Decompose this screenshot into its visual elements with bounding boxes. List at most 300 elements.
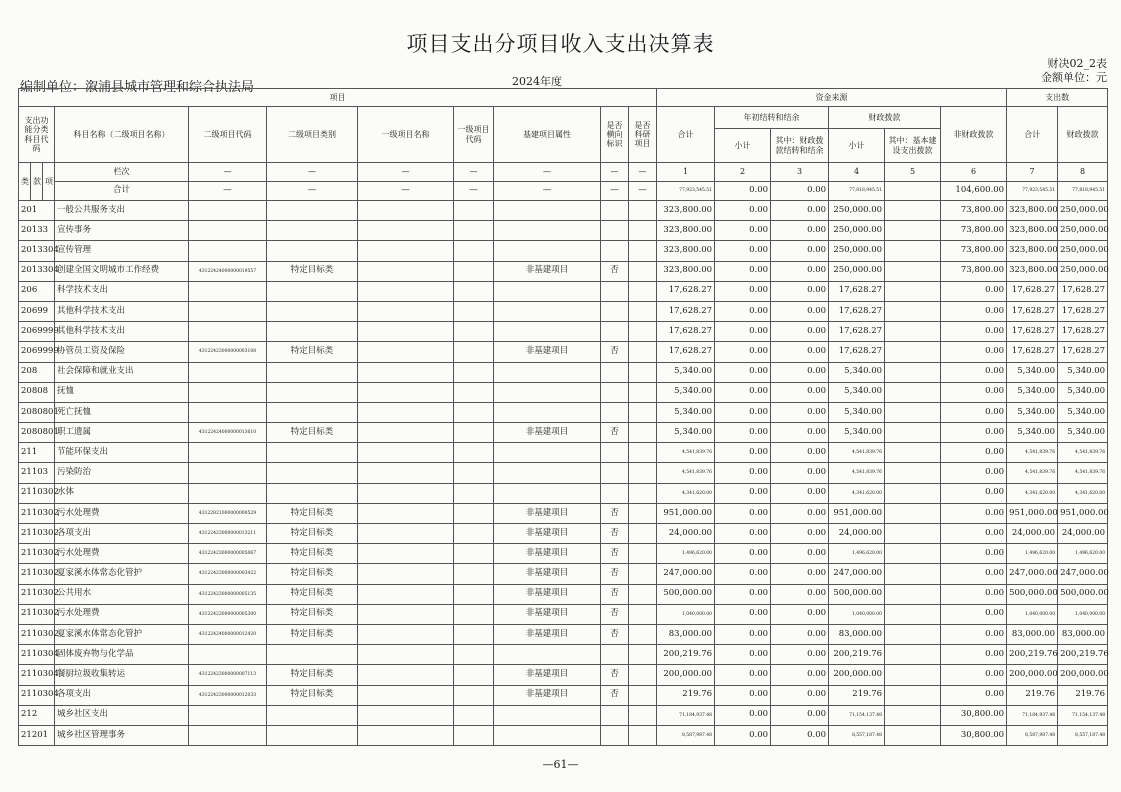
cell-c6: 73,800.00 <box>941 261 1007 281</box>
cell-name: 夏家溪水体常态化管护 <box>55 624 189 644</box>
cell-c6: 73,800.00 <box>941 241 1007 261</box>
cell-empty <box>358 221 454 241</box>
cell-name: 科学技术支出 <box>55 281 189 301</box>
cell-res <box>629 443 657 463</box>
total-header: 合计 <box>657 107 715 163</box>
form-number: 财决02_2表 <box>1047 57 1107 70</box>
cell-attr: 非基建项目 <box>494 685 601 705</box>
cell-code: 20699 <box>19 301 55 321</box>
cell-c5 <box>885 524 941 544</box>
cell-c5 <box>885 423 941 443</box>
cell-res <box>629 241 657 261</box>
cell-attr: 非基建项目 <box>494 624 601 644</box>
cell-c2: 0.00 <box>715 201 771 221</box>
cell-empty <box>454 503 494 523</box>
cell-cross <box>601 322 629 342</box>
cell-res <box>629 524 657 544</box>
cell-res <box>629 301 657 321</box>
cell-c5 <box>885 402 941 422</box>
dash: — <box>358 163 454 182</box>
cell-cat: 特定目标类 <box>267 423 358 443</box>
org-label: 编制单位：溆浦县城市管理和综合执法局 <box>20 80 255 95</box>
cell-code: 212 <box>19 705 55 725</box>
cell-attr <box>494 301 601 321</box>
cell-c2: 0.00 <box>715 241 771 261</box>
table-row <box>19 423 1108 443</box>
cell-c4: 5,340.00 <box>829 362 885 382</box>
cell-c2: 0.00 <box>715 362 771 382</box>
cell-empty <box>454 645 494 665</box>
cell-c5 <box>885 362 941 382</box>
col-number: 5 <box>885 163 941 182</box>
table-row <box>19 564 1108 584</box>
cell-attr <box>494 281 601 301</box>
cell-code: 21201 <box>19 725 55 745</box>
cell-cat <box>267 201 358 221</box>
cell-c8: 71,154,137.48 <box>1058 705 1108 725</box>
cell-c4: 951,000.00 <box>829 503 885 523</box>
cell-c2: 0.00 <box>715 503 771 523</box>
cell-c8: 250,000.00 <box>1058 261 1108 281</box>
cell-empty <box>454 624 494 644</box>
cell-attr: 非基建项目 <box>494 524 601 544</box>
research-flag-header: 是否科研项目 <box>629 107 657 163</box>
cell-cross <box>601 725 629 745</box>
cell-c3: 0.00 <box>771 604 829 624</box>
table-row <box>19 342 1108 362</box>
cell-c1: 5,340.00 <box>657 382 715 402</box>
total-cell: 77,923,545.51 <box>1007 182 1058 201</box>
cell-name: 各项支出 <box>55 685 189 705</box>
cell-cross <box>601 402 629 422</box>
cell-empty <box>454 241 494 261</box>
cell-empty <box>454 281 494 301</box>
cell-code: 2110302 <box>19 584 55 604</box>
cell-name: 社会保障和就业支出 <box>55 362 189 382</box>
nonfiscal-header: 非财政拨款 <box>941 107 1007 163</box>
cell-c3: 0.00 <box>771 362 829 382</box>
cell-c1: 4,541,839.76 <box>657 443 715 463</box>
cell-name: 创建全国文明城市工作经费 <box>55 261 189 281</box>
cell-c5 <box>885 725 941 745</box>
cell-l2code: 43122423000000003422 <box>189 564 267 584</box>
cell-attr: 非基建项目 <box>494 423 601 443</box>
cell-c3: 0.00 <box>771 524 829 544</box>
cell-code: 201 <box>19 201 55 221</box>
cell-c3: 0.00 <box>771 584 829 604</box>
cell-c3: 0.00 <box>771 301 829 321</box>
dash: — <box>494 182 601 201</box>
cell-res <box>629 201 657 221</box>
cell-empty <box>358 544 454 564</box>
cell-l2code: 43122424000000019557 <box>189 261 267 281</box>
cell-c6: 73,800.00 <box>941 201 1007 221</box>
cell-c7: 247,000.00 <box>1007 564 1058 584</box>
cell-empty <box>358 524 454 544</box>
total-cell: 77,818,945.51 <box>829 182 885 201</box>
cell-cat <box>267 281 358 301</box>
l1-name-header: 一级项目名称 <box>358 107 454 163</box>
cell-c5 <box>885 705 941 725</box>
cell-code: 2110302 <box>19 483 55 503</box>
cell-c4: 24,000.00 <box>829 524 885 544</box>
cell-c1: 323,800.00 <box>657 241 715 261</box>
cell-c1: 200,000.00 <box>657 665 715 685</box>
table-row <box>19 685 1108 705</box>
total-cell: 77,923,545.51 <box>657 182 715 201</box>
cell-c1: 500,000.00 <box>657 584 715 604</box>
cell-c1: 71,184,937.48 <box>657 705 715 725</box>
cell-c7: 17,628.27 <box>1007 301 1058 321</box>
cell-c7: 5,340.00 <box>1007 362 1058 382</box>
cell-c4: 200,000.00 <box>829 665 885 685</box>
cell-c3: 0.00 <box>771 463 829 483</box>
cell-cat: 特定目标类 <box>267 342 358 362</box>
dash: — <box>454 182 494 201</box>
cell-c4: 83,000.00 <box>829 624 885 644</box>
cell-code: 2110304 <box>19 685 55 705</box>
cell-c1: 4,341,620.00 <box>657 483 715 503</box>
cell-c3: 0.00 <box>771 322 829 342</box>
cell-c3: 0.00 <box>771 624 829 644</box>
cell-c7: 71,184,937.48 <box>1007 705 1058 725</box>
col-number: 8 <box>1058 163 1108 182</box>
cell-empty <box>358 483 454 503</box>
cell-name: 餐厨垃圾收集转运 <box>55 665 189 685</box>
cell-c6: 0.00 <box>941 463 1007 483</box>
cell-name: 协管员工资及保险 <box>55 342 189 362</box>
cell-res <box>629 544 657 564</box>
cell-cat <box>267 463 358 483</box>
cell-cross <box>601 362 629 382</box>
total-cell: 0.00 <box>715 182 771 201</box>
cell-empty <box>358 443 454 463</box>
cell-empty <box>454 564 494 584</box>
table-row <box>19 604 1108 624</box>
cell-name: 宣传事务 <box>55 221 189 241</box>
cell-c5 <box>885 685 941 705</box>
cell-c8: 250,000.00 <box>1058 221 1108 241</box>
cell-empty <box>358 241 454 261</box>
col-number: 3 <box>771 163 829 182</box>
cell-cross: 否 <box>601 423 629 443</box>
cell-c1: 219.76 <box>657 685 715 705</box>
cell-c3: 0.00 <box>771 261 829 281</box>
cell-c3: 0.00 <box>771 402 829 422</box>
table-row <box>19 483 1108 503</box>
cell-c7: 4,541,839.76 <box>1007 463 1058 483</box>
cell-empty <box>358 423 454 443</box>
cell-empty <box>454 362 494 382</box>
cell-attr <box>494 382 601 402</box>
cell-cross <box>601 483 629 503</box>
cell-attr: 非基建项目 <box>494 544 601 564</box>
dash: — <box>629 182 657 201</box>
table-row <box>19 281 1108 301</box>
cell-empty <box>358 402 454 422</box>
cell-empty <box>454 301 494 321</box>
cell-code: 208 <box>19 362 55 382</box>
cell-code: 2110302 <box>19 624 55 644</box>
cell-empty <box>358 322 454 342</box>
cell-c1: 247,000.00 <box>657 564 715 584</box>
cell-code: 2069999 <box>19 322 55 342</box>
cell-c3: 0.00 <box>771 544 829 564</box>
cell-c5 <box>885 584 941 604</box>
cell-c4: 4,541,839.76 <box>829 463 885 483</box>
cell-res <box>629 221 657 241</box>
table-row <box>19 524 1108 544</box>
cell-cross <box>601 201 629 221</box>
cell-empty <box>454 382 494 402</box>
table-row <box>19 463 1108 483</box>
cell-c4: 250,000.00 <box>829 261 885 281</box>
cell-cross <box>601 645 629 665</box>
cell-c4: 8,557,187.48 <box>829 725 885 745</box>
cell-c7: 5,340.00 <box>1007 382 1058 402</box>
col-number: 1 <box>657 163 715 182</box>
cell-c8: 500,000.00 <box>1058 584 1108 604</box>
cell-c3: 0.00 <box>771 483 829 503</box>
cell-empty <box>454 201 494 221</box>
cell-cross: 否 <box>601 524 629 544</box>
cell-c1: 323,800.00 <box>657 201 715 221</box>
cell-c3: 0.00 <box>771 645 829 665</box>
cell-name: 水体 <box>55 483 189 503</box>
cell-name: 其他科学技术支出 <box>55 301 189 321</box>
cell-empty <box>358 301 454 321</box>
cell-c2: 0.00 <box>715 544 771 564</box>
cell-l2code <box>189 725 267 745</box>
fiscal-alloc-header: 财政拨款 <box>829 107 941 129</box>
cell-res <box>629 564 657 584</box>
table-row <box>19 584 1108 604</box>
cell-c8: 250,000.00 <box>1058 241 1108 261</box>
cell-l2code <box>189 201 267 221</box>
cell-code: 2110302 <box>19 604 55 624</box>
cell-cat: 特定目标类 <box>267 584 358 604</box>
cell-c6: 0.00 <box>941 402 1007 422</box>
table-row <box>19 301 1108 321</box>
col-number: 6 <box>941 163 1007 182</box>
cell-c8: 1,040,000.00 <box>1058 604 1108 624</box>
subtotal-header: 小计 <box>715 129 771 163</box>
cell-c2: 0.00 <box>715 463 771 483</box>
cell-c1: 951,000.00 <box>657 503 715 523</box>
cell-name: 职工遗属 <box>55 423 189 443</box>
exp-total-header: 合计 <box>1007 107 1058 163</box>
total-cell: 77,818,945.51 <box>1058 182 1108 201</box>
cell-name: 夏家溪水体常态化管护 <box>55 564 189 584</box>
dash: — <box>189 163 267 182</box>
cell-c1: 4,541,839.76 <box>657 463 715 483</box>
cell-c2: 0.00 <box>715 524 771 544</box>
cell-c7: 323,800.00 <box>1007 201 1058 221</box>
cell-c8: 17,628.27 <box>1058 281 1108 301</box>
cell-name: 其他科学技术支出 <box>55 322 189 342</box>
cell-c8: 247,000.00 <box>1058 564 1108 584</box>
cell-c6: 0.00 <box>941 423 1007 443</box>
cell-c5 <box>885 201 941 221</box>
cell-c3: 0.00 <box>771 342 829 362</box>
cell-l2code <box>189 402 267 422</box>
cell-l2code: 43122423000000005135 <box>189 584 267 604</box>
cell-name: 公共用水 <box>55 584 189 604</box>
cell-c8: 4,341,620.00 <box>1058 483 1108 503</box>
cell-c7: 4,341,620.00 <box>1007 483 1058 503</box>
cell-cross <box>601 281 629 301</box>
cell-empty <box>358 261 454 281</box>
cell-c2: 0.00 <box>715 322 771 342</box>
cell-c8: 951,000.00 <box>1058 503 1108 523</box>
cell-attr: 非基建项目 <box>494 503 601 523</box>
cell-cat <box>267 301 358 321</box>
cell-res <box>629 382 657 402</box>
total-cell: 104,600.00 <box>941 182 1007 201</box>
cell-l2code <box>189 705 267 725</box>
cell-attr <box>494 241 601 261</box>
cell-cross <box>601 443 629 463</box>
cross-flag-header: 是否横向标识 <box>601 107 629 163</box>
cell-l2code <box>189 382 267 402</box>
cell-c4: 71,154,137.48 <box>829 705 885 725</box>
col-index-label: 栏次 <box>55 163 189 182</box>
table-row <box>19 443 1108 463</box>
item-header: 款 <box>31 163 43 201</box>
cell-c4: 17,628.27 <box>829 281 885 301</box>
cell-c6: 0.00 <box>941 443 1007 463</box>
cell-res <box>629 604 657 624</box>
cell-c5 <box>885 564 941 584</box>
cell-name: 污水处理费 <box>55 544 189 564</box>
l1-code-header: 一级项目代码 <box>454 107 494 163</box>
cell-c3: 0.00 <box>771 281 829 301</box>
cell-attr: 非基建项目 <box>494 261 601 281</box>
cell-name: 宣传管理 <box>55 241 189 261</box>
cell-c2: 0.00 <box>715 301 771 321</box>
table-row <box>19 382 1108 402</box>
cell-c7: 24,000.00 <box>1007 524 1058 544</box>
cell-c1: 5,340.00 <box>657 423 715 443</box>
cell-res <box>629 624 657 644</box>
cell-c2: 0.00 <box>715 725 771 745</box>
cell-l2code: 43122424000000013610 <box>189 423 267 443</box>
cell-code: 20133 <box>19 221 55 241</box>
subject-name-header: 科目名称（二级项目名称） <box>55 107 189 163</box>
cell-res <box>629 645 657 665</box>
cell-res <box>629 584 657 604</box>
cell-c8: 200,000.00 <box>1058 665 1108 685</box>
cell-code: 2013304 <box>19 241 55 261</box>
cell-c6: 0.00 <box>941 544 1007 564</box>
cell-name: 固体废弃物与化学品 <box>55 645 189 665</box>
cell-c2: 0.00 <box>715 342 771 362</box>
cell-c4: 250,000.00 <box>829 201 885 221</box>
cell-code: 206 <box>19 281 55 301</box>
cell-empty <box>454 342 494 362</box>
cell-code: 2110304 <box>19 645 55 665</box>
cell-attr <box>494 201 601 221</box>
cell-c4: 17,628.27 <box>829 301 885 321</box>
cell-c5 <box>885 443 941 463</box>
cell-attr <box>494 705 601 725</box>
cell-name: 污水处理费 <box>55 604 189 624</box>
cell-attr <box>494 483 601 503</box>
cell-c8: 5,340.00 <box>1058 402 1108 422</box>
cell-cross: 否 <box>601 604 629 624</box>
table-row <box>19 503 1108 523</box>
cell-cross <box>601 221 629 241</box>
cell-l2code <box>189 463 267 483</box>
cell-res <box>629 342 657 362</box>
cell-c6: 30,800.00 <box>941 725 1007 745</box>
cell-empty <box>358 705 454 725</box>
cell-c4: 5,340.00 <box>829 382 885 402</box>
cell-attr: 非基建项目 <box>494 342 601 362</box>
cell-c8: 5,340.00 <box>1058 362 1108 382</box>
cell-empty <box>358 604 454 624</box>
cell-attr <box>494 645 601 665</box>
table-row <box>19 544 1108 564</box>
table-row <box>19 725 1108 745</box>
cell-l2code: 43122423000000013211 <box>189 524 267 544</box>
cell-c8: 250,000.00 <box>1058 201 1108 221</box>
cell-c5 <box>885 382 941 402</box>
table-row <box>19 322 1108 342</box>
cell-attr <box>494 443 601 463</box>
cell-c5 <box>885 221 941 241</box>
col-number: 7 <box>1007 163 1058 182</box>
cell-empty <box>454 402 494 422</box>
cell-code: 2080801 <box>19 402 55 422</box>
project-header: 项目 <box>19 89 657 107</box>
cell-c4: 250,000.00 <box>829 241 885 261</box>
cell-c8: 4,541,839.76 <box>1058 443 1108 463</box>
dash: — <box>629 163 657 182</box>
cell-res <box>629 665 657 685</box>
cell-c6: 0.00 <box>941 483 1007 503</box>
cell-c4: 1,040,000.00 <box>829 604 885 624</box>
cell-name: 城乡社区管理事务 <box>55 725 189 745</box>
table-row <box>19 261 1108 281</box>
cell-attr: 非基建项目 <box>494 584 601 604</box>
cell-cat <box>267 241 358 261</box>
cell-cat: 特定目标类 <box>267 261 358 281</box>
class-header: 类 <box>19 163 31 201</box>
cell-c7: 323,800.00 <box>1007 221 1058 241</box>
cell-c7: 5,340.00 <box>1007 423 1058 443</box>
cell-res <box>629 423 657 443</box>
cell-cat <box>267 645 358 665</box>
cell-cross <box>601 301 629 321</box>
cell-empty <box>358 281 454 301</box>
cell-c4: 500,000.00 <box>829 584 885 604</box>
cell-c2: 0.00 <box>715 221 771 241</box>
cell-c5 <box>885 624 941 644</box>
cell-l2code <box>189 443 267 463</box>
table-row <box>19 624 1108 644</box>
cell-empty <box>454 443 494 463</box>
cell-c2: 0.00 <box>715 705 771 725</box>
cell-c1: 24,000.00 <box>657 524 715 544</box>
fiscal-subtotal-header: 小计 <box>829 129 885 163</box>
cell-cat <box>267 402 358 422</box>
cell-c7: 83,000.00 <box>1007 624 1058 644</box>
cell-c2: 0.00 <box>715 483 771 503</box>
cell-c6: 0.00 <box>941 665 1007 685</box>
cell-cross: 否 <box>601 503 629 523</box>
cell-c1: 17,628.27 <box>657 301 715 321</box>
